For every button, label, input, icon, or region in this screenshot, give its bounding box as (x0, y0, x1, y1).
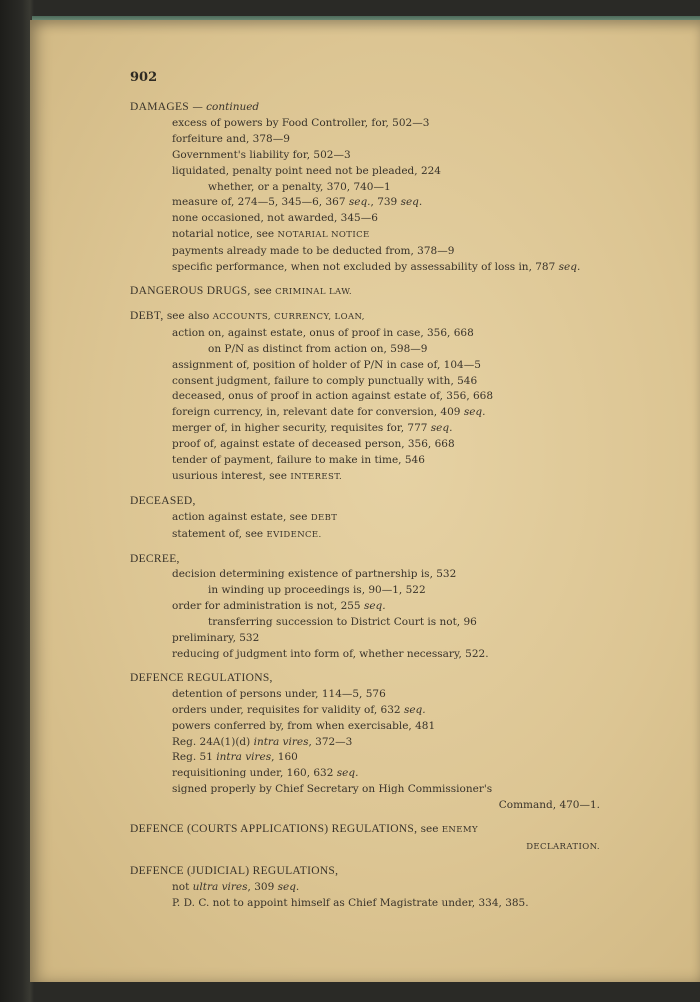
subentry (130, 227, 600, 244)
subentry: P. D. C. not to appoint himself as Chief Magistrate under, 334, 385. (172, 896, 529, 909)
entry-heading-defence-judicial (130, 864, 600, 880)
cross-reference: INTEREST. (290, 471, 343, 482)
subentry-text: not (172, 880, 190, 893)
see-text: see (420, 823, 439, 836)
heading-decree: DECREE, (130, 552, 180, 565)
cross-reference: ENEMY (441, 825, 478, 836)
seq-italic: seq. (348, 196, 371, 209)
subentry: excess of powers by Food Controller, for, 502—3 (172, 116, 430, 129)
cross-reference: CRIMINAL LAW. (275, 286, 352, 297)
heading-dangerous-drugs: DANGEROUS DRUGS (130, 284, 248, 297)
cross-reference: DEBT (310, 512, 338, 523)
subentry-nested: in winding up proceedings is, 90—1, 522 (208, 584, 426, 597)
subentry-text: , 160 (271, 751, 298, 764)
seq-italic: seq. (403, 703, 426, 716)
subentry (130, 421, 600, 437)
heading-damages: DAMAGES (130, 101, 189, 113)
subentry: proof of, against estate of deceased person, 356, 668 (172, 438, 455, 451)
subentry (130, 735, 600, 751)
heading-defence-regulations: DEFENCE REGULATIONS, (130, 671, 273, 684)
subentry: tender of payment, failure to make in time, 546 (172, 454, 425, 467)
subentry-text: foreign currency, in, relevant date for conversion, 409 (172, 406, 461, 419)
subentry: payments already made to be deducted from, 378—9 (172, 245, 455, 258)
subentry-text: orders under, requisites for validity of, 632 (172, 703, 401, 716)
subentry-nested: transferring succession to District Court is not, 96 (208, 616, 477, 629)
entry-heading-defence-regulations (130, 671, 600, 687)
subentry-text: Reg. 51 (172, 751, 213, 764)
subentry: liquidated, penalty point need not be pleaded, 224 (172, 164, 441, 177)
seq-italic: seq. (558, 261, 581, 274)
seq-italic: seq. (463, 406, 486, 419)
entry-heading-deceased (130, 494, 600, 510)
index-text (130, 100, 600, 912)
subentry (130, 195, 600, 211)
subentry (130, 599, 600, 615)
subentry-text: merger of, in higher security, requisites for, 777 (172, 422, 428, 435)
intra-vires-italic: intra vires (253, 735, 309, 748)
subentry: action on, against estate, onus of proof in case, 356, 668 (172, 326, 474, 339)
subentry-continuation: Command, 470—1. (498, 799, 600, 812)
subentry-text: statement of, see (172, 527, 264, 540)
seq-italic: seq. (400, 196, 423, 209)
heading-continued: — continued (192, 101, 260, 113)
subentry-text: , 309 (247, 880, 275, 893)
subentry (130, 469, 600, 486)
cross-reference-continuation (130, 839, 600, 856)
cross-reference: DECLARATION. (526, 841, 600, 852)
seq-italic: seq. (277, 880, 300, 893)
subentry: preliminary, 532 (172, 632, 260, 645)
page-number: 902 (130, 70, 158, 85)
see-also-text: see also (166, 309, 210, 322)
subentry (130, 750, 600, 766)
subentry (130, 880, 600, 896)
heading-deceased: DECEASED, (130, 494, 196, 507)
subentry: none occasioned, not awarded, 345—6 (172, 212, 378, 225)
subentry-text: notarial notice, see (172, 228, 275, 241)
subentry: powers conferred by, from when exercisable, 481 (172, 719, 436, 732)
entry-heading-decree (130, 552, 600, 568)
entry-heading-dangerous-drugs (130, 284, 600, 301)
see-text: , see (247, 284, 272, 297)
subentry: deceased, onus of proof in action against estate of, 356, 668 (172, 390, 494, 403)
subentry-text: Reg. 24A(1)(d) (172, 735, 251, 748)
entry-heading-defence-courts (130, 822, 600, 839)
subentry (130, 527, 600, 544)
subentry (130, 703, 600, 719)
subentry-text: specific performance, when not excluded by assessability of loss in, 787 (172, 261, 556, 274)
subentry (130, 405, 600, 421)
subentry (130, 766, 600, 782)
cross-reference: NOTARIAL NOTICE (277, 230, 370, 241)
seq-italic: seq. (430, 422, 453, 435)
subentry: reducing of judgment into form of, whether necessary, 522. (172, 648, 489, 660)
entry-heading-damages (130, 100, 600, 116)
subentry-text: measure of, 274—5, 345—6, 367 (172, 196, 346, 209)
subentry-text: requisitioning under, 160, 632 (172, 767, 334, 780)
subentry-text: usurious interest, see (172, 469, 287, 482)
subentry-text: , 372—3 (308, 735, 353, 748)
subentry-text: order for administration is not, 255 (172, 600, 361, 613)
intra-vires-italic: intra vires (216, 751, 272, 764)
cross-reference: ACCOUNTS, CURRENCY, LOAN, (212, 311, 365, 322)
heading-defence-courts: DEFENCE (COURTS APPLICATIONS) REGULATIONS, (130, 823, 418, 836)
ultra-vires-italic: ultra vires (192, 880, 248, 893)
cross-reference: EVIDENCE. (266, 529, 322, 540)
subentry: signed properly by Chief Secretary on High Commissioner's (172, 783, 493, 796)
heading-defence-judicial: DEFENCE (JUDICIAL) REGULATIONS, (130, 864, 339, 877)
subentry (130, 510, 600, 527)
subentry (130, 260, 600, 276)
subentry: consent judgment, failure to comply punctually with, 546 (172, 374, 478, 387)
heading-debt: DEBT, (130, 309, 164, 322)
subentry-nested: whether, or a penalty, 370, 740—1 (208, 180, 391, 193)
subentry: Government's liability for, 502—3 (172, 148, 351, 161)
subentry: forfeiture and, 378—9 (172, 132, 290, 145)
subentry-text: action against estate, see (172, 510, 308, 523)
subentry: detention of persons under, 114—5, 576 (172, 687, 386, 700)
seq-italic: seq. (336, 767, 359, 780)
subentry: decision determining existence of partnership is, 532 (172, 568, 457, 581)
subentry-nested: on P/N as distinct from action on, 598—9 (208, 342, 428, 355)
entry-heading-debt (130, 309, 600, 326)
subentry: assignment of, position of holder of P/N in case of, 104—5 (172, 358, 481, 371)
subentry-text: , 739 (370, 196, 398, 209)
seq-italic: seq. (363, 600, 386, 613)
